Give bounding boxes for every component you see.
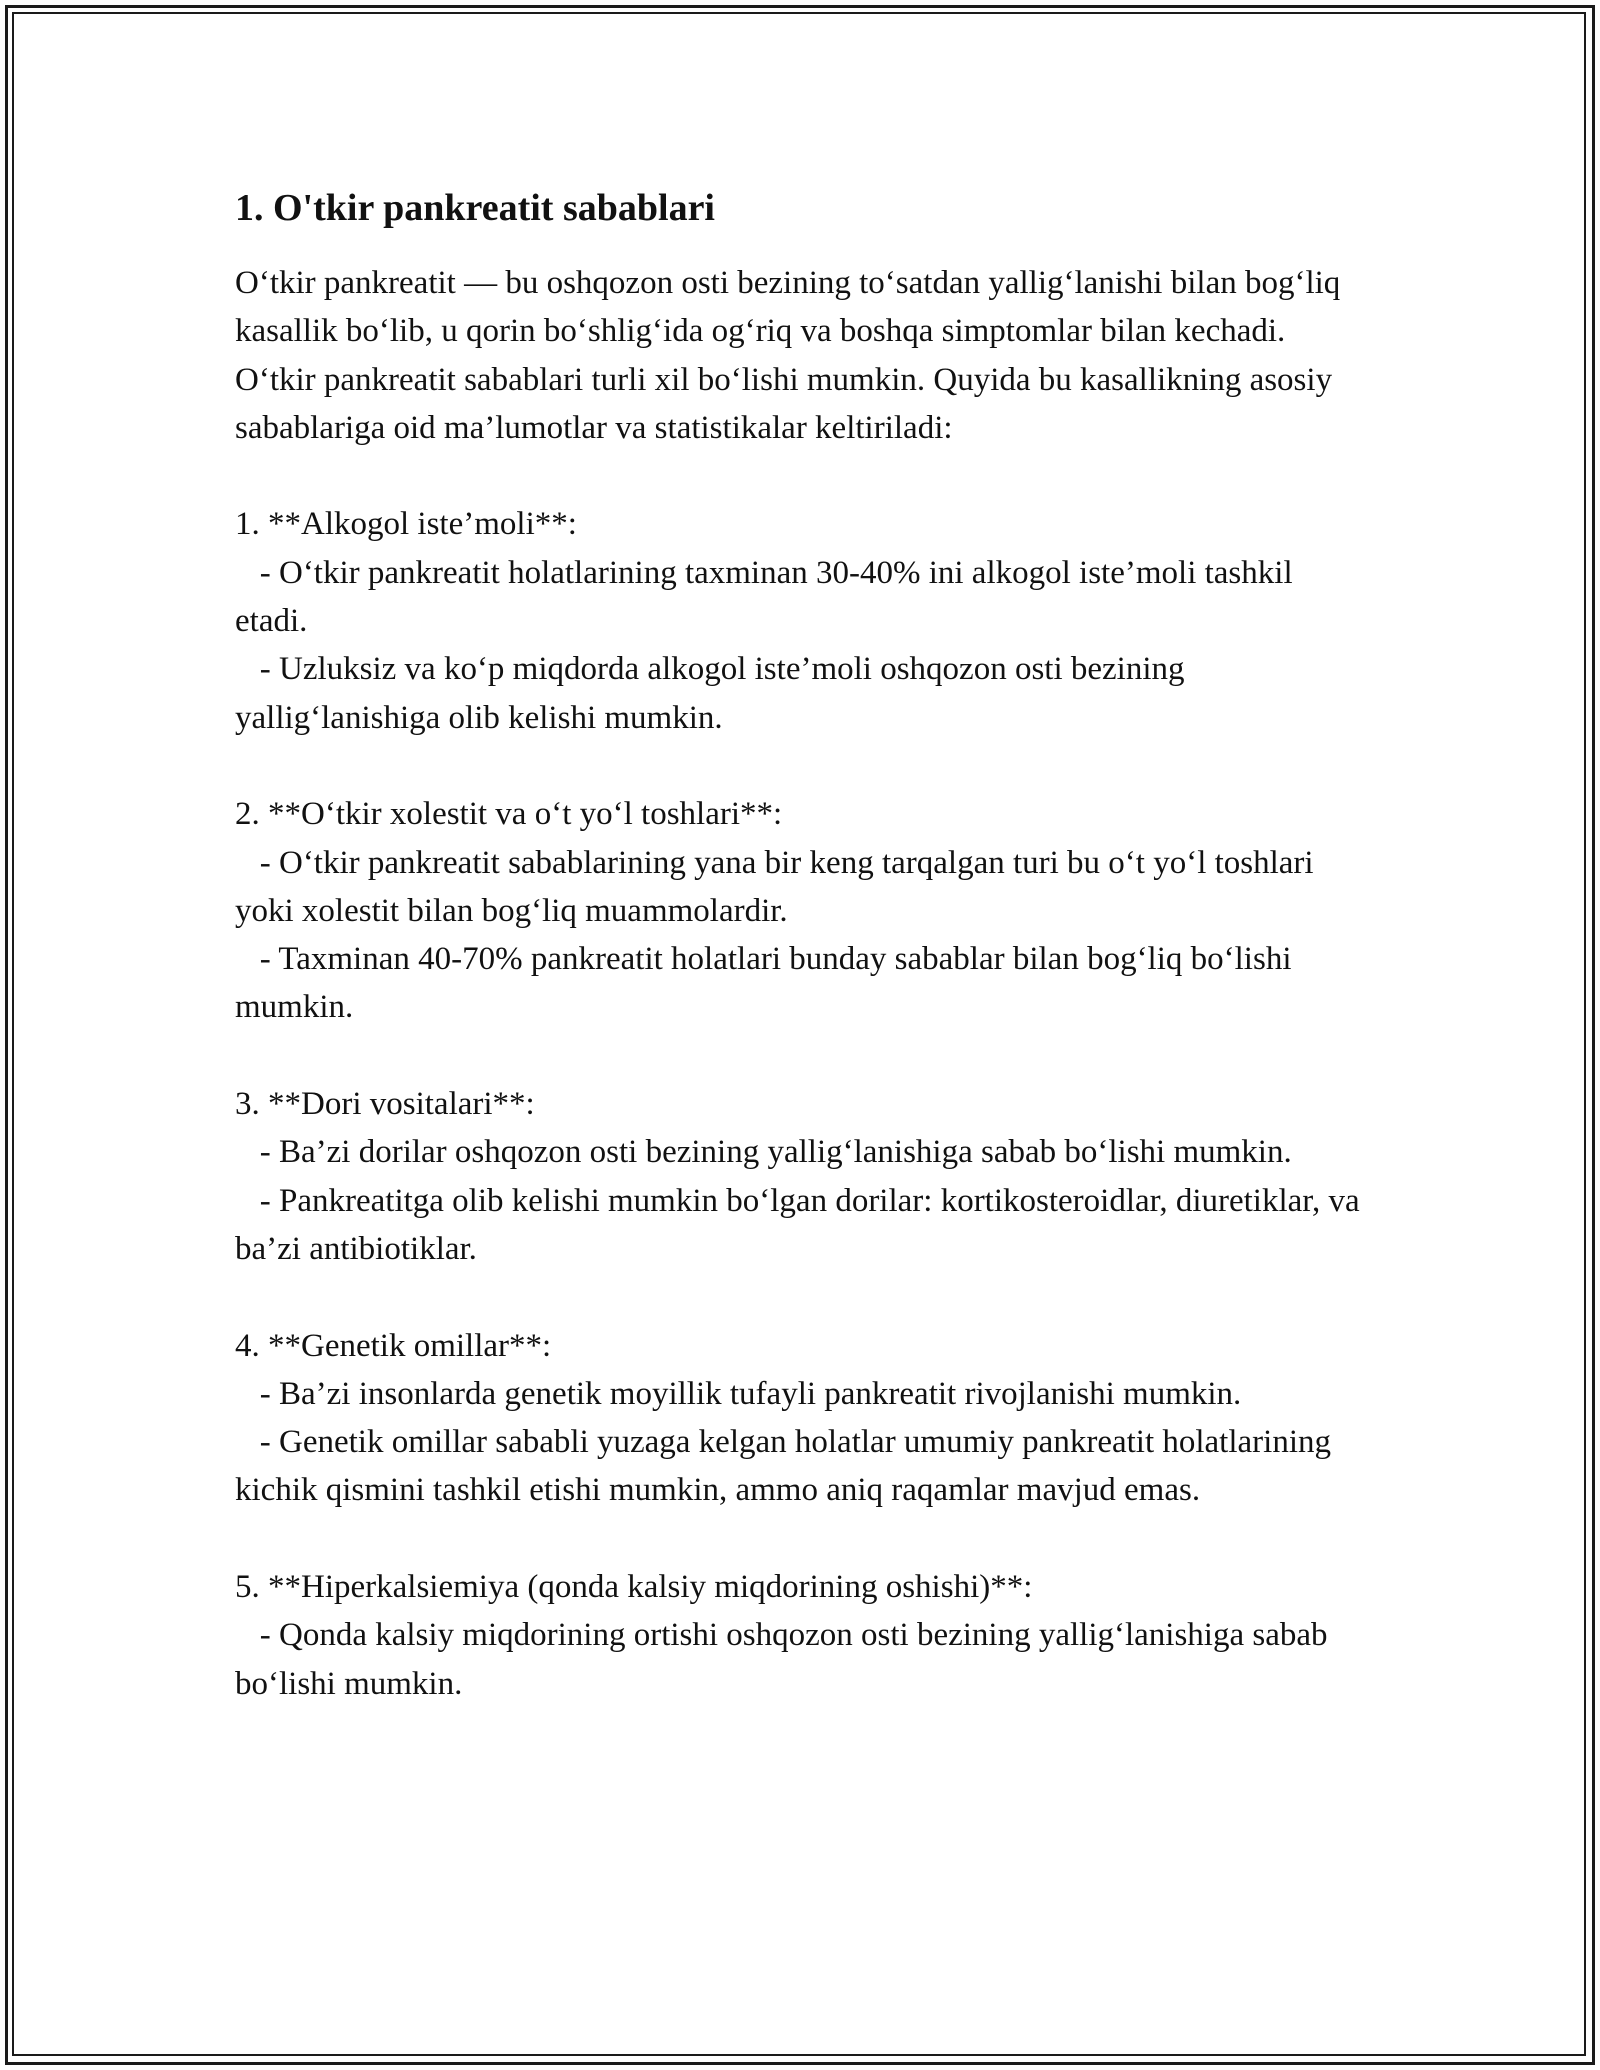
- paragraph-gap: [235, 452, 1365, 500]
- section-heading: 5. **Hiperkalsiemiya (qonda kalsiy miqdorining oshishi)**:: [235, 1569, 1033, 1606]
- document-body: [235, 185, 1368, 1708]
- section-bullet: - Uzluksiz va ko‘p miqdorda alkogol iste’moli oshqozon osti bezining yallig‘lanishiga olib kelishi mumkin.: [235, 651, 1193, 736]
- paragraph-gap: [235, 1515, 1365, 1563]
- paragraph-gap: [235, 1032, 1365, 1080]
- section-bullet: - O‘tkir pankreatit sabablarining yana bir keng tarqalgan turi bu o‘t yo‘l toshlari yoki xolestit bilan bog‘liq muammolardir.: [235, 844, 1322, 929]
- section-bullet: - Pankreatitga olib kelishi mumkin bo‘lgan dorilar: kortikosteroidlar, diuretiklar, va ba’zi antibiotiklar.: [235, 1182, 1368, 1267]
- section-alcohol: [235, 500, 1365, 741]
- section-heading: 4. **Genetik omillar**:: [235, 1327, 552, 1364]
- section-heading: 1. **Alkogol iste’moli**:: [235, 506, 577, 543]
- page-title: 1. O'tkir pankreatit sabablari: [235, 187, 715, 229]
- paragraph-gap: [235, 742, 1365, 790]
- section-gallstones: [235, 790, 1365, 1031]
- section-medications: [235, 1080, 1368, 1273]
- section-bullet: - Ba’zi dorilar oshqozon osti bezining yallig‘lanishiga sabab bo‘lishi mumkin.: [235, 1134, 1292, 1171]
- section-bullet: - O‘tkir pankreatit holatlarining taxminan 30-40% ini alkogol iste’moli tashkil etadi.: [235, 554, 1301, 640]
- paragraph-gap: [235, 1273, 1365, 1321]
- section-bullet: - Taxminan 40-70% pankreatit holatlari bunday sabablar bilan bog‘liq bo‘lishi mumkin.: [235, 941, 1300, 1026]
- section-heading: 3. **Dori vositalari**:: [235, 1086, 535, 1123]
- section-hypercalcemia: [235, 1563, 1365, 1708]
- section-heading: 2. **O‘tkir xolestit va o‘t yo‘l toshlari**:: [235, 796, 783, 833]
- section-genetic: [235, 1322, 1365, 1515]
- intro-paragraph: O‘tkir pankreatit — bu oshqozon osti bezining to‘satdan yallig‘lanishi bilan bog‘liq kasallik bo‘lib, u qorin bo‘shlig‘ida og‘riq va boshqa simptomlar bilan kechadi. O‘tkir pankreatit sabablari turli xil bo‘lishi mumkin. Quyida bu kasallikning asosiy sabablariga oid ma’lumotlar va statistikalar keltiriladi:: [235, 265, 1349, 446]
- section-bullet: - Genetik omillar sababli yuzaga kelgan holatlar umumiy pankreatit holatlarining kichik qismini tashkil etishi mumkin, ammo aniq raqamlar mavjud emas.: [235, 1424, 1340, 1509]
- section-bullet: - Ba’zi insonlarda genetik moyillik tufayli pankreatit rivojlanishi mumkin.: [235, 1375, 1242, 1412]
- section-bullet: - Qonda kalsiy miqdorining ortishi oshqozon osti bezining yallig‘lanishiga sabab bo‘lishi mumkin.: [235, 1617, 1336, 1702]
